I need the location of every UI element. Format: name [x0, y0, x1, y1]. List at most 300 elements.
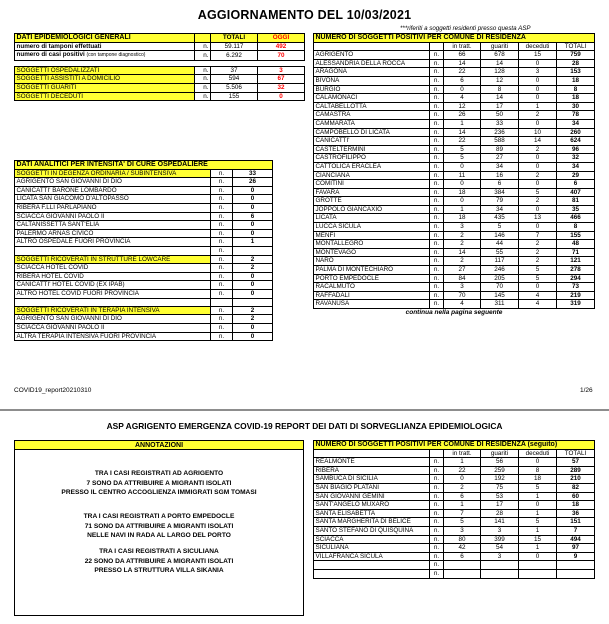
hosp-row-label: RIBERA HOTEL COVID	[15, 272, 211, 281]
comune-name: RIBERA	[314, 466, 430, 475]
comune-deceduti: 0	[519, 458, 557, 467]
comune-in-tratt: 27	[444, 266, 481, 275]
comune-deceduti: 15	[519, 535, 557, 544]
n-label: n.	[430, 300, 444, 309]
comune-row	[314, 475, 595, 484]
col-guariti: guariti	[481, 42, 519, 51]
hosp-row-value: 2	[233, 255, 273, 264]
col-totali: TOTALI	[557, 42, 595, 51]
annotation-line: PRESSO LA STRUTTURA VILLA SIKANIA	[94, 567, 224, 574]
comune-in-tratt: 18	[444, 214, 481, 223]
n-label: n.	[211, 212, 233, 221]
comune-row	[314, 162, 595, 171]
comune-totali: 57	[557, 458, 595, 467]
comune-deceduti: 2	[519, 145, 557, 154]
comune-name: GROTTE	[314, 197, 430, 206]
comune-row	[314, 214, 595, 223]
comune-in-tratt: 22	[444, 68, 481, 77]
n-label: n.	[430, 51, 444, 60]
comune-totali: 35	[557, 205, 595, 214]
comune-deceduti: 5	[519, 188, 557, 197]
hosp-row-label: LICATA SAN GIACOMO D'ALTOPASSO	[15, 195, 211, 204]
comune-deceduti: 5	[519, 274, 557, 283]
n-label: n.	[211, 289, 233, 298]
comune-deceduti	[519, 569, 557, 578]
tamponi-total: 59.117	[211, 42, 258, 51]
comune-totali: 759	[557, 51, 595, 60]
hosp-row	[15, 229, 273, 238]
n-label: n.	[430, 257, 444, 266]
comune-deceduti	[519, 561, 557, 570]
n-label: n.	[211, 272, 233, 281]
comune-totali: 219	[557, 291, 595, 300]
comune-in-tratt: 3	[444, 223, 481, 232]
n-label: n.	[430, 128, 444, 137]
hosp-row	[15, 289, 273, 298]
comune-totali: 48	[557, 240, 595, 249]
hosp-row-label: SOGGETTI IN DEGENZA ORDINARIA / SUBINTENSIVA	[15, 169, 211, 178]
comune-guariti: 311	[481, 300, 519, 309]
domicilio-today: 67	[258, 75, 305, 84]
comune-guariti: 17	[481, 102, 519, 111]
hosp-row-value: 0	[233, 203, 273, 212]
comune-in-tratt: 70	[444, 291, 481, 300]
comune-in-tratt: 11	[444, 171, 481, 180]
n-label: n.	[211, 203, 233, 212]
comune-name: SAN BIAGIO PLATANI	[314, 483, 430, 492]
n-label: n.	[211, 255, 233, 264]
comune-row	[314, 85, 595, 94]
n-label: n.	[430, 180, 444, 189]
comune-guariti: 588	[481, 137, 519, 146]
comune-deceduti: 2	[519, 111, 557, 120]
comune-name: BIVONA	[314, 76, 430, 85]
comune-row	[314, 231, 595, 240]
report-id: COVID19_report20210310	[14, 387, 92, 394]
n-label	[211, 298, 233, 306]
comune-row	[314, 171, 595, 180]
n-label: n.	[430, 102, 444, 111]
comune-guariti: 117	[481, 257, 519, 266]
report-subtitle: ASP AGRIGENTO EMERGENZA COVID-19 REPORT DEI DATI DI SORVEGLIANZA EPIDEMIOLOGICA	[106, 421, 503, 431]
comune-row	[314, 128, 595, 137]
comune-guariti: 8	[481, 85, 519, 94]
deceduti-label: SOGGETTI DECEDUTI	[15, 92, 195, 101]
comune-totali: 73	[557, 283, 595, 292]
hosp-row-value: 0	[233, 186, 273, 195]
comune-guariti: 28	[481, 509, 519, 518]
comune-deceduti: 0	[519, 501, 557, 510]
comune-guariti: 17	[481, 501, 519, 510]
comune-in-tratt: 26	[444, 111, 481, 120]
comune-row	[314, 552, 595, 561]
annotations-title: ANNOTAZIONI	[14, 440, 304, 450]
n-label: n.	[211, 281, 233, 290]
comune-totali: 155	[557, 231, 595, 240]
n-label: n.	[211, 221, 233, 230]
comune-deceduti: 2	[519, 171, 557, 180]
comune-deceduti: 0	[519, 162, 557, 171]
comune-totali: 8	[557, 223, 595, 232]
n-label: n.	[430, 59, 444, 68]
comune-totali	[557, 561, 595, 570]
comune-in-tratt: 2	[444, 483, 481, 492]
epi-general-table	[14, 33, 305, 101]
comune-name: CIANCIANA	[314, 171, 430, 180]
n-label: n.	[211, 178, 233, 187]
n-label: n.	[195, 83, 211, 92]
comune-row	[314, 492, 595, 501]
comune-guariti: 192	[481, 475, 519, 484]
n-label: n.	[430, 492, 444, 501]
hosp-row-label	[15, 246, 211, 255]
comune-totali: 289	[557, 466, 595, 475]
hosp-row-label: ALTRO OSPEDALE FUORI PROVINCIA	[15, 238, 211, 247]
comune-name: JOPPOLO GIANCAXIO	[314, 205, 430, 214]
comune-name: CALAMONACI	[314, 94, 430, 103]
comune-deceduti: 0	[519, 85, 557, 94]
n-label: n.	[430, 68, 444, 77]
page-divider	[0, 409, 609, 411]
comune-row	[314, 466, 595, 475]
comune-name: CATTOLICA ERACLEA	[314, 162, 430, 171]
comune-guariti: 5	[481, 223, 519, 232]
page-number: 1/26	[580, 387, 593, 394]
comuni-table	[313, 33, 595, 317]
comune-row	[314, 119, 595, 128]
comune-name: LUCCA SICULA	[314, 223, 430, 232]
comune-name: SAN GIOVANNI GEMINI	[314, 492, 430, 501]
n-label: n.	[211, 315, 233, 324]
comune-name: FAVARA	[314, 188, 430, 197]
annotation-line: 71 SONO DA ATTRIBUIRE A MIGRANTI ISOLATI	[84, 522, 234, 530]
comune-totali: 8	[557, 85, 595, 94]
comune-deceduti: 0	[519, 205, 557, 214]
comune-deceduti: 7	[519, 231, 557, 240]
hosp-row	[15, 238, 273, 247]
n-label: n.	[430, 171, 444, 180]
comune-deceduti: 0	[519, 76, 557, 85]
comune-totali: 319	[557, 300, 595, 309]
comune-in-tratt: 2	[444, 257, 481, 266]
comuni-continued-table	[313, 440, 595, 579]
hosp-row-label: SCIACCA GIOVANNI PAOLO II	[15, 212, 211, 221]
n-label: n.	[430, 154, 444, 163]
hosp-title: DATI ANALITICI PER INTENSITA' DI CURE OSPEDALIERE	[15, 161, 273, 170]
comune-name: CAMPOBELLO DI LICATA	[314, 128, 430, 137]
comune-deceduti: 0	[519, 552, 557, 561]
comune-deceduti: 0	[519, 94, 557, 103]
comune-row	[314, 561, 595, 570]
n-label: n.	[430, 283, 444, 292]
comune-in-tratt: 5	[444, 154, 481, 163]
comune-guariti: 54	[481, 544, 519, 553]
domicilio-label: SOGGETTI ASSISTITI A DOMICILIO	[15, 75, 195, 84]
positivi-total: 6.292	[211, 51, 258, 61]
comuni-title: NUMERO DI SOGGETTI POSITIVI PER COMUNE DI RESIDENZA	[314, 34, 595, 43]
comune-totali: 6	[557, 180, 595, 189]
comune-name: COMITINI	[314, 180, 430, 189]
annotation-line: TRA I CASI REGISTRATI A SICULIANA	[99, 548, 219, 555]
comune-guariti: 70	[481, 283, 519, 292]
n-label: n.	[195, 75, 211, 84]
comune-name: BURGIO	[314, 85, 430, 94]
comune-name: SANTA ELISABETTA	[314, 509, 430, 518]
n-label: n.	[430, 188, 444, 197]
n-label: n.	[211, 169, 233, 178]
comune-row	[314, 458, 595, 467]
n-label: n.	[430, 569, 444, 578]
comune-name: CANICATTI'	[314, 137, 430, 146]
comune-name: RACALMUTO	[314, 283, 430, 292]
comune-in-tratt: 14	[444, 248, 481, 257]
annotation-line: TRA I CASI REGISTRATI AD AGRIGENTO	[94, 470, 224, 477]
annotation-line: NELLE NAVI IN RADA AL LARGO DEL PORTO	[87, 532, 231, 539]
comune-guariti: 128	[481, 68, 519, 77]
col-in-tratt: in tratt.	[444, 449, 481, 458]
comune-in-tratt: 66	[444, 51, 481, 60]
comune-row	[314, 569, 595, 578]
comune-totali: 18	[557, 76, 595, 85]
comune-name: SANTO STEFANO DI QUISQUINA	[314, 526, 430, 535]
n-label: n.	[211, 229, 233, 238]
comune-name: SAMBUCA DI SICILIA	[314, 475, 430, 484]
comune-totali: 28	[557, 59, 595, 68]
comune-deceduti: 1	[519, 509, 557, 518]
comune-in-tratt: 1	[444, 205, 481, 214]
comune-name: CASTELTERMINI	[314, 145, 430, 154]
comune-guariti: 141	[481, 518, 519, 527]
positivi-today: 70	[258, 51, 305, 61]
comune-totali: 7	[557, 526, 595, 535]
col-totali: TOTALI	[557, 449, 595, 458]
tamponi-label: numero di tamponi effettuati	[15, 42, 195, 51]
n-label: n.	[211, 332, 233, 341]
comune-name: CAMASTRA	[314, 111, 430, 120]
col-oggi: OGGI	[258, 34, 305, 43]
ospedalizzati-today: 3	[258, 66, 305, 75]
hosp-row	[15, 186, 273, 195]
comune-row	[314, 535, 595, 544]
comune-row	[314, 501, 595, 510]
comune-guariti: 33	[481, 119, 519, 128]
comune-in-tratt: 42	[444, 544, 481, 553]
hosp-row	[15, 315, 273, 324]
comune-in-tratt	[444, 561, 481, 570]
hosp-row-label: CALTANISSETTA SANT'ELIA	[15, 221, 211, 230]
comune-guariti: 678	[481, 51, 519, 60]
comune-guariti: 259	[481, 466, 519, 475]
n-label: n.	[430, 535, 444, 544]
n-label: n.	[430, 501, 444, 510]
comune-row	[314, 266, 595, 275]
comune-guariti: 53	[481, 492, 519, 501]
n-label: n.	[430, 466, 444, 475]
comune-deceduti: 18	[519, 475, 557, 484]
comune-totali: 82	[557, 483, 595, 492]
comune-in-tratt: 2	[444, 231, 481, 240]
comune-row	[314, 283, 595, 292]
comune-totali: 96	[557, 145, 595, 154]
comune-guariti: 14	[481, 94, 519, 103]
comune-name: AGRIGENTO	[314, 51, 430, 60]
hosp-row-value: 2	[233, 306, 273, 315]
comune-row	[314, 526, 595, 535]
n-label: n.	[430, 111, 444, 120]
comune-guariti: 44	[481, 240, 519, 249]
comune-in-tratt: 6	[444, 552, 481, 561]
comune-name: SICULIANA	[314, 544, 430, 553]
comune-row	[314, 518, 595, 527]
hosp-row-label: ALTRO HOTEL COVID FUORI PROVINCIA	[15, 289, 211, 298]
hosp-row-label: CANICATTI' BARONE LOMBARDO	[15, 186, 211, 195]
comune-in-tratt: 4	[444, 94, 481, 103]
comune-deceduti: 4	[519, 291, 557, 300]
hosp-row-value: 0	[233, 221, 273, 230]
hosp-row-value: 26	[233, 178, 273, 187]
hosp-row	[15, 281, 273, 290]
comune-name: SCIACCA	[314, 535, 430, 544]
comune-row	[314, 137, 595, 146]
comune-in-tratt: 0	[444, 85, 481, 94]
hosp-row	[15, 332, 273, 341]
comune-in-tratt: 3	[444, 283, 481, 292]
n-label: n.	[211, 306, 233, 315]
comune-deceduti: 0	[519, 283, 557, 292]
comune-name: MONTEVAGO	[314, 248, 430, 257]
comune-guariti: 16	[481, 171, 519, 180]
comune-in-tratt: 5	[444, 145, 481, 154]
comune-row	[314, 223, 595, 232]
hosp-row-value: 0	[233, 281, 273, 290]
comune-guariti: 146	[481, 231, 519, 240]
hosp-row-label: SOGGETTI RICOVERATI IN STRUTTURE LOWCARE	[15, 255, 211, 264]
n-label: n.	[430, 526, 444, 535]
comune-totali: 97	[557, 544, 595, 553]
comune-row	[314, 51, 595, 60]
comune-in-tratt: 0	[444, 180, 481, 189]
n-label: n.	[430, 223, 444, 232]
hosp-row	[15, 178, 273, 187]
comune-row	[314, 154, 595, 163]
comune-row	[314, 68, 595, 77]
hosp-row	[15, 264, 273, 273]
comune-totali: 494	[557, 535, 595, 544]
comune-name	[314, 561, 430, 570]
comune-deceduti: 5	[519, 266, 557, 275]
annotation-line: 7 SONO DA ATTRIBUIRE A MIGRANTI ISOLATI	[86, 479, 232, 487]
comune-name: PORTO EMPEDOCLE	[314, 274, 430, 283]
n-label: n.	[195, 92, 211, 101]
comune-row	[314, 76, 595, 85]
hosp-row-label	[15, 298, 211, 306]
comune-row	[314, 248, 595, 257]
comune-guariti: 56	[481, 458, 519, 467]
hospital-care-table	[14, 160, 273, 341]
comune-deceduti: 5	[519, 518, 557, 527]
comune-deceduti: 3	[519, 68, 557, 77]
comune-guariti: 145	[481, 291, 519, 300]
n-label: n.	[430, 119, 444, 128]
comune-totali: 153	[557, 68, 595, 77]
comune-in-tratt: 14	[444, 128, 481, 137]
comune-name: CAMMARATA	[314, 119, 430, 128]
hosp-row-value	[233, 298, 273, 306]
comune-totali: 18	[557, 94, 595, 103]
comune-totali: 121	[557, 257, 595, 266]
n-label: n.	[211, 324, 233, 333]
n-label: n.	[430, 162, 444, 171]
page-title: AGGIORNAMENTO DEL 10/03/2021	[197, 8, 412, 22]
hosp-row-value: 0	[233, 289, 273, 298]
n-label: n.	[430, 248, 444, 257]
n-label: n.	[430, 509, 444, 518]
n-label: n.	[430, 94, 444, 103]
comune-totali: 624	[557, 137, 595, 146]
comune-totali: 466	[557, 214, 595, 223]
annotation-agrigento	[14, 469, 304, 498]
n-label: n.	[430, 475, 444, 484]
comune-totali: 78	[557, 111, 595, 120]
comune-name: REALMONTE	[314, 458, 430, 467]
annotation-porto-empedocle	[14, 512, 304, 541]
hosp-row	[15, 246, 273, 255]
continue-note: continua nella pagina seguente	[405, 309, 503, 317]
n-label: n.	[430, 291, 444, 300]
n-label: n.	[195, 51, 211, 61]
annotation-line: 22 SONO DA ATTRIBUIRE A MIGRANTI ISOLATI	[84, 557, 234, 565]
comune-guariti: 236	[481, 128, 519, 137]
hosp-row-value: 0	[233, 332, 273, 341]
comune-name: CALTABELLOTTA	[314, 102, 430, 111]
comune-deceduti: 13	[519, 214, 557, 223]
hosp-row-value: 0	[233, 272, 273, 281]
comune-totali: 32	[557, 154, 595, 163]
continue-row	[314, 309, 595, 317]
comune-guariti: 12	[481, 76, 519, 85]
positivi-label: numero di casi positivi (con tampone diagnostico)	[15, 51, 195, 61]
comune-in-tratt: 5	[444, 518, 481, 527]
comune-name: SANTA MARGHERITA DI BELICE	[314, 518, 430, 527]
annotation-line: TRA I CASI REGISTRATI A PORTO EMPEDOCLE	[83, 513, 235, 520]
comune-guariti: 3	[481, 526, 519, 535]
n-label: n.	[211, 246, 233, 255]
ospedalizzati-total: 37	[211, 66, 258, 75]
comune-deceduti: 0	[519, 59, 557, 68]
hosp-row	[15, 324, 273, 333]
comune-totali: 260	[557, 128, 595, 137]
comune-guariti: 34	[481, 205, 519, 214]
n-label: n.	[211, 195, 233, 204]
hosp-row	[15, 306, 273, 315]
comune-row	[314, 300, 595, 309]
comune-guariti: 3	[481, 552, 519, 561]
comune-row	[314, 111, 595, 120]
comune-in-tratt: 14	[444, 59, 481, 68]
hosp-row	[15, 255, 273, 264]
comune-row	[314, 274, 595, 283]
comune-row	[314, 240, 595, 249]
comune-deceduti: 2	[519, 197, 557, 206]
comune-totali: 294	[557, 274, 595, 283]
comune-deceduti: 1	[519, 526, 557, 535]
comune-row	[314, 257, 595, 266]
comune-deceduti: 1	[519, 544, 557, 553]
residents-note: ***riferiti a soggetti residenti presso questa ASP	[400, 25, 531, 32]
comune-in-tratt: 1	[444, 119, 481, 128]
comune-in-tratt: 0	[444, 197, 481, 206]
comune-deceduti: 5	[519, 483, 557, 492]
